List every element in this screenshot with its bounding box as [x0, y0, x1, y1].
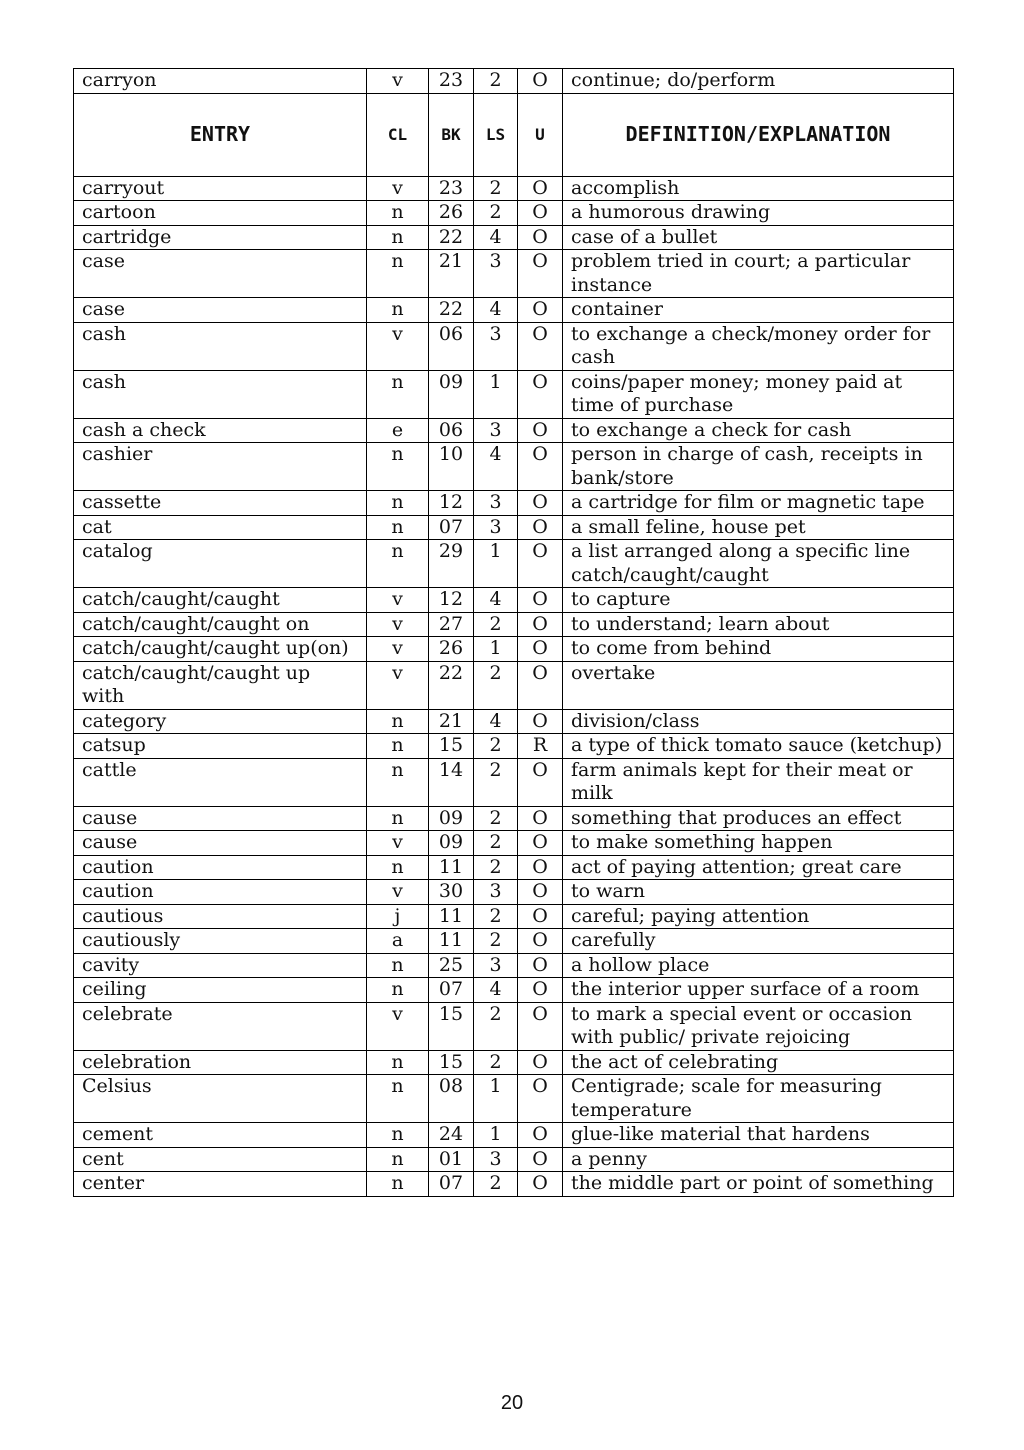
- entry-cell: cavity: [74, 953, 367, 978]
- usage-cell: O: [518, 515, 563, 540]
- table-header-row: [74, 93, 954, 176]
- usage-cell: O: [518, 1050, 563, 1075]
- table-row: [74, 661, 954, 709]
- class-cell: n: [367, 709, 429, 734]
- entry-cell: catsup: [74, 734, 367, 759]
- table-row: [74, 515, 954, 540]
- class-cell: n: [367, 734, 429, 759]
- table-row: [74, 298, 954, 323]
- book-cell: 30: [429, 880, 474, 905]
- book-cell: 06: [429, 322, 474, 370]
- usage-cell: O: [518, 806, 563, 831]
- entry-cell: Celsius: [74, 1075, 367, 1123]
- class-cell: n: [367, 855, 429, 880]
- definition-cell: accomplish: [563, 176, 954, 201]
- table-row: [74, 904, 954, 929]
- lesson-cell: 4: [474, 443, 518, 491]
- table-row: [74, 201, 954, 226]
- table-row: [74, 1172, 954, 1197]
- class-cell: j: [367, 904, 429, 929]
- table-row: [74, 176, 954, 201]
- table-row: [74, 1050, 954, 1075]
- table-row: [74, 612, 954, 637]
- lesson-cell: 3: [474, 250, 518, 298]
- table-row: [74, 1002, 954, 1050]
- class-cell: v: [367, 69, 429, 94]
- class-cell: n: [367, 1075, 429, 1123]
- book-cell: 26: [429, 637, 474, 662]
- usage-cell: O: [518, 1075, 563, 1123]
- lesson-cell: 3: [474, 953, 518, 978]
- class-cell: v: [367, 588, 429, 613]
- class-cell: n: [367, 1123, 429, 1148]
- entry-cell: caution: [74, 855, 367, 880]
- entry-cell: case: [74, 250, 367, 298]
- usage-cell: O: [518, 69, 563, 94]
- book-cell: 07: [429, 978, 474, 1003]
- entry-cell: cash: [74, 322, 367, 370]
- entry-cell: cash: [74, 370, 367, 418]
- table-row: [74, 370, 954, 418]
- entry-cell: cause: [74, 831, 367, 856]
- lesson-cell: 2: [474, 176, 518, 201]
- entry-cell: case: [74, 298, 367, 323]
- header-ls: LS: [474, 93, 518, 176]
- definition-cell: something that produces an effect: [563, 806, 954, 831]
- usage-cell: O: [518, 418, 563, 443]
- usage-cell: O: [518, 250, 563, 298]
- class-cell: n: [367, 201, 429, 226]
- lesson-cell: 4: [474, 588, 518, 613]
- usage-cell: O: [518, 880, 563, 905]
- book-cell: 15: [429, 1050, 474, 1075]
- lesson-cell: 1: [474, 540, 518, 588]
- book-cell: 06: [429, 418, 474, 443]
- usage-cell: O: [518, 929, 563, 954]
- entry-cell: catch/caught/caught up with: [74, 661, 367, 709]
- entry-cell: cash a check: [74, 418, 367, 443]
- definition-cell: continue; do/perform: [563, 69, 954, 94]
- lesson-cell: 2: [474, 612, 518, 637]
- usage-cell: O: [518, 978, 563, 1003]
- table-row: [74, 806, 954, 831]
- book-cell: 09: [429, 831, 474, 856]
- book-cell: 09: [429, 370, 474, 418]
- usage-cell: O: [518, 491, 563, 516]
- usage-cell: O: [518, 176, 563, 201]
- table-row: [74, 418, 954, 443]
- entry-cell: celebrate: [74, 1002, 367, 1050]
- entry-cell: cautious: [74, 904, 367, 929]
- definition-cell: farm animals kept for their meat or milk: [563, 758, 954, 806]
- book-cell: 12: [429, 491, 474, 516]
- usage-cell: O: [518, 612, 563, 637]
- class-cell: n: [367, 515, 429, 540]
- book-cell: 10: [429, 443, 474, 491]
- definition-cell: the interior upper surface of a room: [563, 978, 954, 1003]
- definition-cell: a humorous drawing: [563, 201, 954, 226]
- table-row: [74, 880, 954, 905]
- class-cell: n: [367, 806, 429, 831]
- class-cell: n: [367, 540, 429, 588]
- definition-cell: a cartridge for film or magnetic tape: [563, 491, 954, 516]
- usage-cell: O: [518, 953, 563, 978]
- usage-cell: O: [518, 709, 563, 734]
- definition-cell: act of paying attention; great care: [563, 855, 954, 880]
- entry-cell: catalog: [74, 540, 367, 588]
- class-cell: v: [367, 637, 429, 662]
- definition-cell: to warn: [563, 880, 954, 905]
- lesson-cell: 3: [474, 322, 518, 370]
- book-cell: 29: [429, 540, 474, 588]
- definition-cell: coins/paper money; money paid at time of purchase: [563, 370, 954, 418]
- table-row: [74, 855, 954, 880]
- book-cell: 11: [429, 855, 474, 880]
- usage-cell: O: [518, 637, 563, 662]
- usage-cell: O: [518, 443, 563, 491]
- usage-cell: O: [518, 322, 563, 370]
- class-cell: n: [367, 1172, 429, 1197]
- entry-cell: caution: [74, 880, 367, 905]
- class-cell: n: [367, 298, 429, 323]
- book-cell: 24: [429, 1123, 474, 1148]
- definition-cell: division/class: [563, 709, 954, 734]
- lesson-cell: 2: [474, 806, 518, 831]
- lesson-cell: 4: [474, 709, 518, 734]
- entry-cell: carryout: [74, 176, 367, 201]
- class-cell: v: [367, 176, 429, 201]
- book-cell: 22: [429, 225, 474, 250]
- definition-cell: the middle part or point of something: [563, 1172, 954, 1197]
- entry-cell: catch/caught/caught up(on): [74, 637, 367, 662]
- definition-cell: to come from behind: [563, 637, 954, 662]
- definition-cell: a small feline, house pet: [563, 515, 954, 540]
- lesson-cell: 1: [474, 637, 518, 662]
- book-cell: 21: [429, 250, 474, 298]
- usage-cell: O: [518, 201, 563, 226]
- class-cell: v: [367, 612, 429, 637]
- table-row: [74, 540, 954, 588]
- lesson-cell: 2: [474, 1050, 518, 1075]
- usage-cell: O: [518, 758, 563, 806]
- definition-cell: to understand; learn about: [563, 612, 954, 637]
- book-cell: 15: [429, 1002, 474, 1050]
- header-bk: BK: [429, 93, 474, 176]
- book-cell: 14: [429, 758, 474, 806]
- table-row: [74, 929, 954, 954]
- lesson-cell: 3: [474, 515, 518, 540]
- lesson-cell: 2: [474, 929, 518, 954]
- class-cell: v: [367, 661, 429, 709]
- entry-cell: cattle: [74, 758, 367, 806]
- lesson-cell: 2: [474, 855, 518, 880]
- header-cl: CL: [367, 93, 429, 176]
- entry-cell: cement: [74, 1123, 367, 1148]
- entry-cell: cartoon: [74, 201, 367, 226]
- table-row: [74, 1147, 954, 1172]
- entry-cell: cartridge: [74, 225, 367, 250]
- class-cell: a: [367, 929, 429, 954]
- definition-cell: carefully: [563, 929, 954, 954]
- definition-cell: person in charge of cash, receipts in bank/store: [563, 443, 954, 491]
- book-cell: 21: [429, 709, 474, 734]
- lesson-cell: 2: [474, 734, 518, 759]
- entry-cell: cassette: [74, 491, 367, 516]
- lesson-cell: 4: [474, 978, 518, 1003]
- table-row: [74, 758, 954, 806]
- class-cell: n: [367, 1050, 429, 1075]
- table-row: [74, 831, 954, 856]
- book-cell: 22: [429, 661, 474, 709]
- entry-cell: carryon: [74, 69, 367, 94]
- book-cell: 12: [429, 588, 474, 613]
- usage-cell: R: [518, 734, 563, 759]
- definition-cell: glue-like material that hardens: [563, 1123, 954, 1148]
- book-cell: 01: [429, 1147, 474, 1172]
- table-row: [74, 978, 954, 1003]
- entry-cell: cashier: [74, 443, 367, 491]
- usage-cell: O: [518, 540, 563, 588]
- lesson-cell: 2: [474, 69, 518, 94]
- entry-cell: catch/caught/caught: [74, 588, 367, 613]
- usage-cell: O: [518, 855, 563, 880]
- book-cell: 23: [429, 69, 474, 94]
- page-number: 20: [500, 1392, 524, 1414]
- class-cell: v: [367, 1002, 429, 1050]
- lesson-cell: 2: [474, 831, 518, 856]
- lesson-cell: 3: [474, 880, 518, 905]
- book-cell: 09: [429, 806, 474, 831]
- table-row: [74, 250, 954, 298]
- lesson-cell: 2: [474, 661, 518, 709]
- usage-cell: O: [518, 1147, 563, 1172]
- lesson-cell: 2: [474, 904, 518, 929]
- table-row: [74, 225, 954, 250]
- definition-cell: overtake: [563, 661, 954, 709]
- definition-cell: case of a bullet: [563, 225, 954, 250]
- entry-cell: center: [74, 1172, 367, 1197]
- book-cell: 26: [429, 201, 474, 226]
- header-entry: ENTRY: [74, 93, 367, 176]
- lesson-cell: 4: [474, 298, 518, 323]
- lesson-cell: 2: [474, 758, 518, 806]
- book-cell: 23: [429, 176, 474, 201]
- class-cell: n: [367, 225, 429, 250]
- vocabulary-table: [73, 68, 954, 1197]
- definition-cell: to capture: [563, 588, 954, 613]
- entry-cell: celebration: [74, 1050, 367, 1075]
- lesson-cell: 4: [474, 225, 518, 250]
- header-u: U: [518, 93, 563, 176]
- entry-cell: catch/caught/caught on: [74, 612, 367, 637]
- book-cell: 22: [429, 298, 474, 323]
- book-cell: 15: [429, 734, 474, 759]
- table-row: [74, 637, 954, 662]
- definition-cell: Centigrade; scale for measuring temperature: [563, 1075, 954, 1123]
- class-cell: n: [367, 953, 429, 978]
- table-row: [74, 443, 954, 491]
- usage-cell: O: [518, 298, 563, 323]
- lesson-cell: 1: [474, 1123, 518, 1148]
- entry-cell: cent: [74, 1147, 367, 1172]
- class-cell: n: [367, 443, 429, 491]
- class-cell: v: [367, 831, 429, 856]
- table-row: [74, 588, 954, 613]
- table-row: [74, 491, 954, 516]
- definition-cell: a hollow place: [563, 953, 954, 978]
- table-row: [74, 734, 954, 759]
- entry-cell: category: [74, 709, 367, 734]
- table-row: [74, 953, 954, 978]
- usage-cell: O: [518, 1172, 563, 1197]
- definition-cell: problem tried in court; a particular instance: [563, 250, 954, 298]
- usage-cell: O: [518, 661, 563, 709]
- lesson-cell: 3: [474, 1147, 518, 1172]
- usage-cell: O: [518, 1123, 563, 1148]
- class-cell: n: [367, 491, 429, 516]
- lesson-cell: 3: [474, 491, 518, 516]
- class-cell: n: [367, 1147, 429, 1172]
- lesson-cell: 1: [474, 1075, 518, 1123]
- usage-cell: O: [518, 588, 563, 613]
- definition-cell: a penny: [563, 1147, 954, 1172]
- book-cell: 07: [429, 1172, 474, 1197]
- header-definition: DEFINITION/EXPLANATION: [563, 93, 954, 176]
- definition-cell: careful; paying attention: [563, 904, 954, 929]
- lesson-cell: 2: [474, 1172, 518, 1197]
- definition-cell: to exchange a check for cash: [563, 418, 954, 443]
- book-cell: 11: [429, 929, 474, 954]
- entry-cell: cause: [74, 806, 367, 831]
- entry-cell: cautiously: [74, 929, 367, 954]
- class-cell: n: [367, 250, 429, 298]
- usage-cell: O: [518, 831, 563, 856]
- usage-cell: O: [518, 904, 563, 929]
- table-row: [74, 1075, 954, 1123]
- definition-cell: a list arranged along a specific line catch/caught/caught: [563, 540, 954, 588]
- usage-cell: O: [518, 225, 563, 250]
- book-cell: 07: [429, 515, 474, 540]
- class-cell: v: [367, 880, 429, 905]
- table-row: [74, 709, 954, 734]
- definition-cell: the act of celebrating: [563, 1050, 954, 1075]
- book-cell: 27: [429, 612, 474, 637]
- lesson-cell: 2: [474, 201, 518, 226]
- definition-cell: to exchange a check/money order for cash: [563, 322, 954, 370]
- usage-cell: O: [518, 370, 563, 418]
- book-cell: 11: [429, 904, 474, 929]
- class-cell: v: [367, 322, 429, 370]
- class-cell: n: [367, 978, 429, 1003]
- class-cell: n: [367, 370, 429, 418]
- definition-cell: to mark a special event or occasion with public/ private rejoicing: [563, 1002, 954, 1050]
- class-cell: n: [367, 758, 429, 806]
- table-row: [74, 69, 954, 94]
- table-row: [74, 322, 954, 370]
- lesson-cell: 2: [474, 1002, 518, 1050]
- definition-cell: a type of thick tomato sauce (ketchup): [563, 734, 954, 759]
- entry-cell: ceiling: [74, 978, 367, 1003]
- lesson-cell: 1: [474, 370, 518, 418]
- book-cell: 08: [429, 1075, 474, 1123]
- lesson-cell: 3: [474, 418, 518, 443]
- table-row: [74, 1123, 954, 1148]
- class-cell: e: [367, 418, 429, 443]
- usage-cell: O: [518, 1002, 563, 1050]
- definition-cell: container: [563, 298, 954, 323]
- definition-cell: to make something happen: [563, 831, 954, 856]
- entry-cell: cat: [74, 515, 367, 540]
- book-cell: 25: [429, 953, 474, 978]
